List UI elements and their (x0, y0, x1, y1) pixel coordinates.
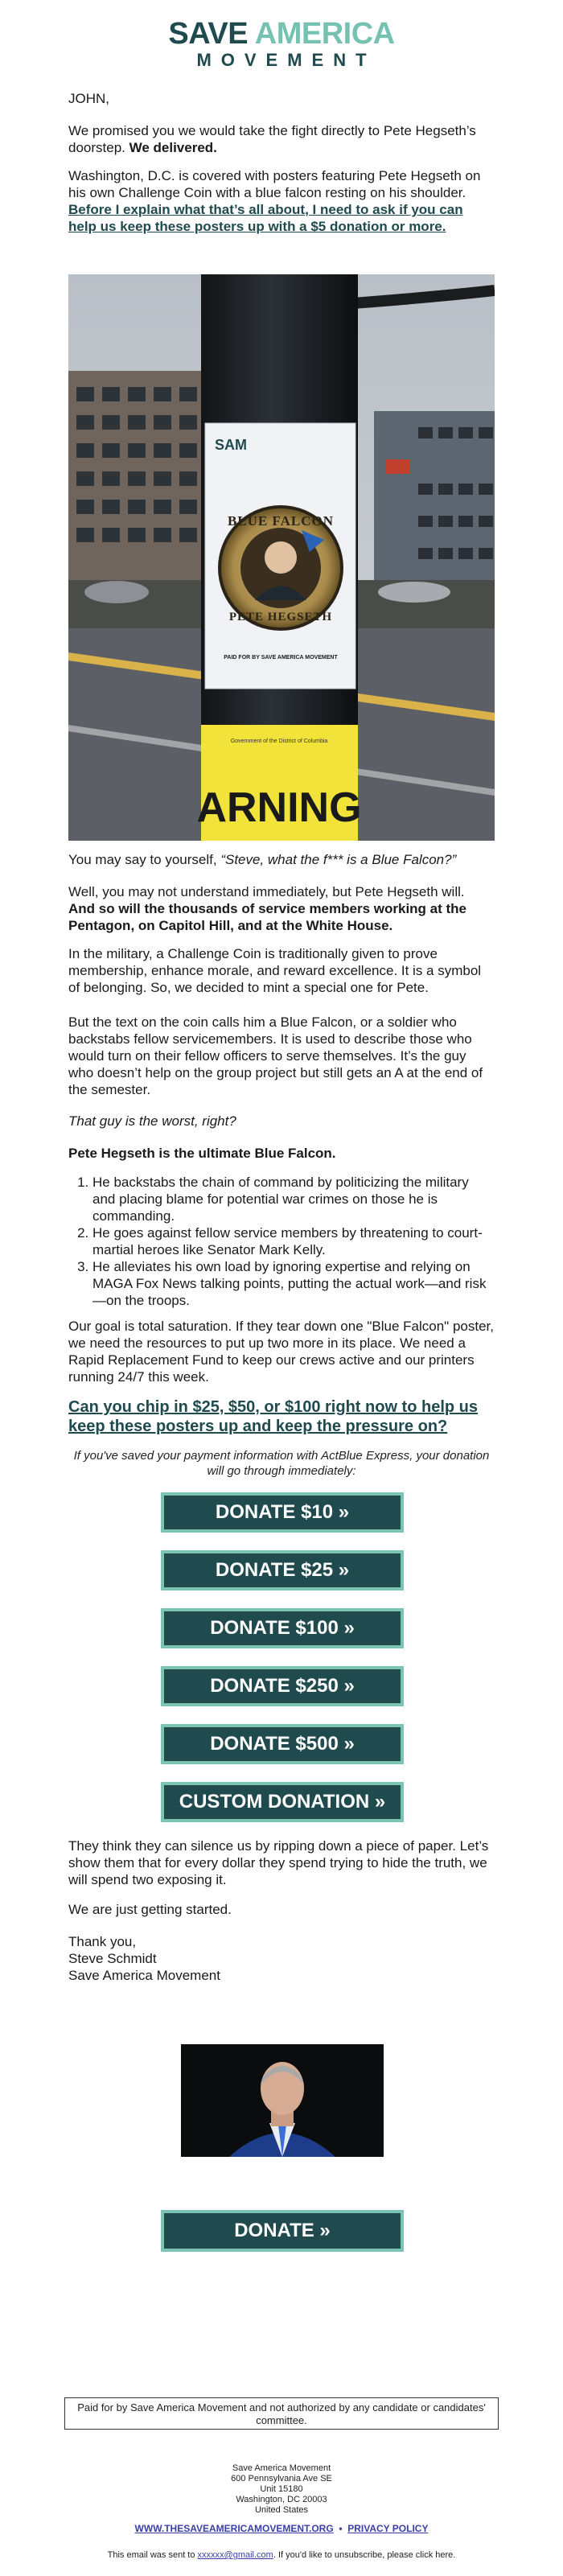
silence-paragraph: They think they can silence us by ripping down a piece of paper. Let’s show them that for every dollar they spend trying to hide the truth, we will spend two exposing it. (68, 1838, 489, 1887)
chip-in-link[interactable]: Can you chip in $25, $50, or $100 right now to help us keep these posters up and keep the pressure on? (68, 1398, 479, 1435)
poster-coin-bottom: PETE HEGSETH (228, 611, 333, 623)
understand-paragraph (68, 883, 495, 934)
donate-25-button[interactable]: DONATE $25 » (161, 1550, 404, 1590)
actblue-express-note: If you've saved your payment information with ActBlue Express, your donation will go through immediately: (73, 1449, 490, 1478)
poster-paragraph (68, 167, 495, 235)
unsubscribe-text[interactable]: . If you'd like to unsubscribe, please click here. (273, 2550, 456, 2560)
poster-coin-top: BLUE FALCON (227, 513, 335, 529)
reasons-list (68, 1174, 495, 1309)
donate-final-button[interactable]: DONATE » (161, 2210, 404, 2252)
donate-500-button[interactable]: DONATE $500 » (161, 1724, 404, 1764)
blue-falcon-definition: But the text on the coin calls him a Blue Falcon, or a soldier who backstabs fellow servicemembers. It is used to describe those who would turn on their fellow officers to serve themselves. It’s the guy who doesn’t help on the group project but still gets an A at the end of the semester. (68, 1014, 483, 1097)
blue-falcon-question (68, 851, 495, 868)
donate-250-button[interactable]: DONATE $250 » (161, 1666, 404, 1706)
getting-started: We are just getting started. (68, 1902, 232, 1917)
address-line: Unit 15180 (260, 2484, 303, 2494)
headshot-illustration (181, 2044, 384, 2157)
poster-paid-for: PAID FOR BY SAVE AMERICA MOVEMENT (224, 655, 338, 660)
question-text: You may say to yourself, (68, 852, 221, 867)
address-line: Save America Movement (232, 2463, 331, 2473)
poster-sam-logo: SAM (215, 437, 247, 453)
footer-unsubscribe (0, 2550, 563, 2560)
footer-separator: • (339, 2523, 343, 2534)
address-line: 600 Pennsylvania Ave SE (231, 2474, 332, 2483)
poster-text: Washington, D.C. is covered with posters featuring Pete Hegseth on his own Challenge Coin with a blue falcon resting on his shoulder. (68, 168, 481, 200)
poster-photo[interactable] (68, 274, 495, 841)
privacy-policy-link[interactable]: PRIVACY POLICY (347, 2523, 429, 2534)
signoff-name: Steve Schmidt (68, 1951, 157, 1966)
steve-schmidt-photo (181, 2044, 384, 2157)
logo-word-america: AMERICA (254, 17, 395, 51)
ultimate-blue-falcon: Pete Hegseth is the ultimate Blue Falcon. (68, 1146, 336, 1161)
donate-5-link[interactable]: Before I explain what that’s all about, I need to ask if you can help us keep these posters up with a $5 donation or more. (68, 202, 463, 234)
address-line: United States (254, 2505, 309, 2515)
intro-text: We promised you we would take the fight directly to Pete Hegseth’s doorstep. (68, 123, 476, 155)
custom-donation-button[interactable]: CUSTOM DONATION » (161, 1782, 404, 1822)
understand-bold: And so will the thousands of service members working at the Pentagon, on Capitol Hill, and at the White House. (68, 901, 466, 933)
paid-for-disclaimer: Paid for by Save America Movement and not authorized by any candidate or candidates' committee. (64, 2397, 499, 2430)
save-america-logo[interactable] (0, 18, 563, 71)
signoff-thanks: Thank you, (68, 1934, 137, 1949)
understand-text: Well, you may not understand immediately, but Pete Hegseth will. (68, 884, 465, 899)
question-italic: “Steve, what the f*** is a Blue Falcon?” (220, 852, 457, 867)
footer-sent-to: This email was sent to (107, 2550, 198, 2560)
poster-govt: Government of the District of Columbia (230, 739, 328, 744)
list-item: 1. He backstabs the chain of command by politicizing the military and placing blame for potential war crimes on those he is commanding. (92, 1174, 495, 1224)
greeting: JOHN, (68, 91, 109, 106)
logo-word-save: SAVE (168, 17, 249, 51)
address-line: Washington, DC 20003 (236, 2495, 327, 2504)
donate-10-button[interactable]: DONATE $10 » (161, 1492, 404, 1533)
website-link[interactable]: WWW.THESAVEAMERICAMOVEMENT.ORG (134, 2523, 334, 2534)
footer-links (0, 2523, 563, 2534)
signoff (68, 1933, 495, 1984)
poster-warning: ARNING (196, 784, 362, 831)
list-item: 2. He goes against fellow service members by threatening to court-martial heroes like Senator Mark Kelly. (92, 1224, 495, 1258)
logo-word-movement: MOVEMENT (196, 50, 376, 70)
mailing-address (0, 2463, 563, 2516)
list-item: 3. He alleviates his own load by ignoring expertise and relying on MAGA Fox News talking points, putting the actual work—and risk—on the troops. (92, 1258, 495, 1309)
saturation-paragraph: Our goal is total saturation. If they tear down one "Blue Falcon" poster, we need the resources to put up two more in its place. We need a Rapid Replacement Fund to keep our crews active and our printers running 24/7 this week. (68, 1319, 494, 1385)
intro-paragraph (68, 122, 495, 156)
recipient-email-link[interactable]: xxxxxx@gmail.com (197, 2550, 273, 2560)
donate-100-button[interactable]: DONATE $100 » (161, 1608, 404, 1648)
worst-question: That guy is the worst, right? (68, 1113, 236, 1129)
intro-bold: We delivered. (129, 140, 217, 155)
challenge-coin-paragraph: In the military, a Challenge Coin is traditionally given to prove membership, enhance morale, and reward excellence. It is a symbol of belonging. So, we decided to mint a special one for Pete. (68, 946, 482, 995)
poster-photo-illustration (68, 274, 495, 841)
signoff-org: Save America Movement (68, 1968, 220, 1983)
